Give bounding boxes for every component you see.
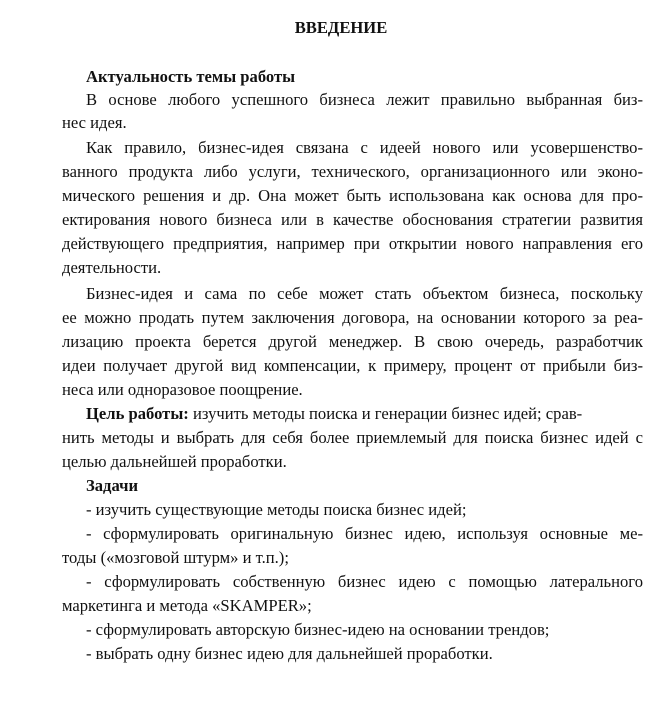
paragraph-line: ектирования нового бизнеса или в качестве обоснования стратегии развития [62,210,643,229]
paragraph-line: деятельности. [62,258,162,277]
paragraph-line: Как правило, бизнес-идея связана с идеей нового или усовершенство- [86,138,643,157]
list-item-continuation: маркетинга и метода «SKAMPER»; [62,596,312,615]
paragraph-line: лизацию проекта берется другой менеджер. В свою очередь, разработчик [62,332,643,351]
paragraph-line: ванного продукта либо услуги, технического, организационного или эконо- [62,162,643,181]
paragraph-line: нес идея. [62,113,127,132]
paragraph-line: мического решения и др. Она может быть использована как основа для про- [62,186,643,205]
page-title: ВВЕДЕНИЕ [294,18,388,37]
paragraph-line: целью дальнейшей проработки. [62,452,287,471]
goal-label: Цель работы: [86,404,189,423]
section-heading-relevance: Актуальность темы работы [86,67,296,86]
list-item: - сформулировать оригинальную бизнес идею, используя основные ме- [86,524,643,543]
paragraph-line: действующего предприятия, например при открытии нового направления его [62,234,643,253]
list-item: - изучить существующие методы поиска бизнес идей; [86,500,467,519]
goal-text: изучить методы поиска и генерации бизнес идей; срав- [188,404,583,423]
paragraph-line: нить методы и выбрать для себя более приемлемый для поиска бизнес идей с [62,428,643,447]
paragraph-line: В основе любого успешного бизнеса лежит правильно выбранная биз- [86,90,643,109]
goal-line [86,403,582,427]
list-item: - сформулировать авторскую бизнес-идею на основании трендов; [86,620,550,639]
paragraph-line: ее можно продать путем заключения договора, на основании которого за реа- [62,308,643,327]
list-item: - выбрать одну бизнес идею для дальнейшей проработки. [86,644,493,663]
list-item-continuation: тоды («мозговой штурм» и т.п.); [62,548,289,567]
list-item: - сформулировать собственную бизнес идею с помощью латерального [86,572,643,591]
section-heading-tasks: Задачи [86,476,139,495]
paragraph-line: идеи получает другой вид компенсации, к примеру, процент от прибыли биз- [62,356,643,375]
paragraph-line: неса или одноразовое поощрение. [62,380,303,399]
paragraph-line: Бизнес-идея и сама по себе может стать объектом бизнеса, поскольку [86,284,643,303]
